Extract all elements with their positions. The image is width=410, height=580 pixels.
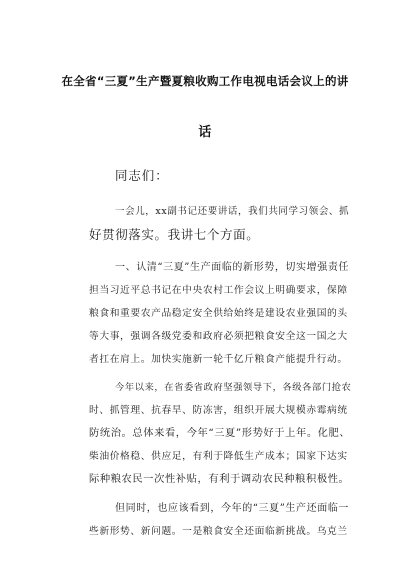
paragraph-2-line-1: 一、认清“三夏”生产面临的新形势，切实增强责任 (115, 262, 350, 273)
paragraph-3-line-1: 今年以来，在省委省政府坚强领导下，各级各部门抢农 (115, 382, 352, 393)
paragraph-2-line-2: 担当习近平总书记在中央农村工作会议上明确要求，保障 (89, 285, 348, 296)
document-title-line-1: 在全省“三夏”生产暨夏粮收购工作电视电话会议上的讲 (61, 74, 349, 88)
paragraph-3-line-5: 际种粮农民一次性补贴，有利于调动农民种粮积极性。 (89, 473, 350, 485)
paragraph-2 (89, 256, 351, 371)
paragraph-3-line-4: 柴油价格稳、供应足，有利于降低生产成本；国家下达实 (89, 451, 348, 462)
greeting: 同志们： (115, 168, 169, 183)
paragraph-4 (89, 497, 351, 543)
document-title-line-2: 话 (198, 125, 212, 140)
paragraph-2-line-4: 等大事，强调各级党委和政府必须把粮食安全这一国之大 (89, 331, 348, 342)
paragraph-3 (89, 376, 351, 491)
paragraph-3-line-2: 时、抓管理、抗春旱、防冻害，组织开展大规模赤霉病统 (89, 405, 348, 416)
paragraph-4-line-2: 些新形势、新问题。一是粮食安全还面临新挑战。乌克兰 (89, 526, 348, 537)
paragraph-2-line-5: 者扛在肩上。加快实施新一轮千亿斤粮食产能提升行动。 (89, 354, 348, 365)
paragraph-1 (89, 200, 351, 246)
paragraph-3-line-3: 防统治。总体来看，今年“三夏”形势好于上年。化肥、 (89, 427, 351, 439)
paragraph-4-line-1: 但同时，也应该看到，今年的“三夏”生产还面临一 (115, 503, 350, 514)
paragraph-1-line-2: 好贯彻落实。我讲七个方面。 (89, 227, 260, 242)
paragraph-1-line-1: 一会儿，xx副书记还要讲话，我们共同学习领会、抓 (115, 206, 350, 217)
paragraph-2-line-3: 粮食和重要农产品稳定安全供给始终是建设农业强国的头 (89, 308, 348, 319)
